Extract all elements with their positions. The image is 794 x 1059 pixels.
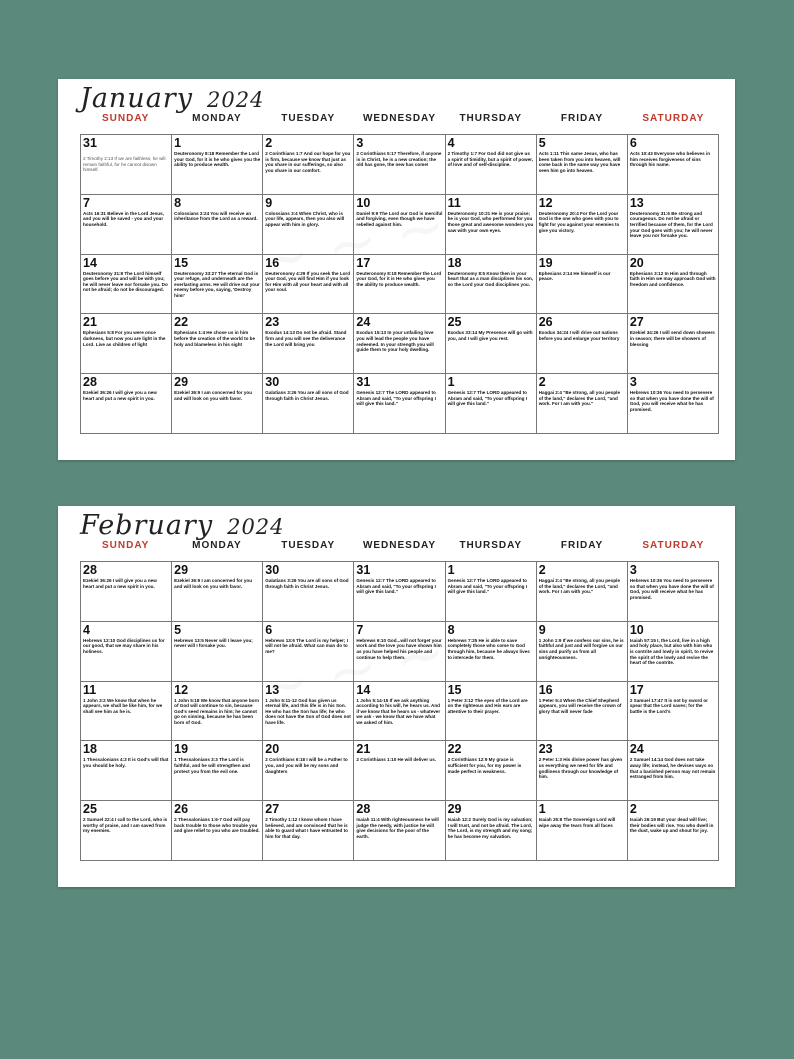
day-number: 3	[629, 563, 637, 577]
day-cell	[172, 195, 263, 255]
day-verse: Isaiah 57:15 I, the Lord, live in a high and holy place, but also with him who is contrite and lowly in spirit, to revive the spirit of the lowly and revive the heart of the contrite.	[629, 637, 714, 666]
day-cell	[81, 741, 172, 801]
day-cell	[354, 255, 445, 315]
day-verse: Ezekiel 36:26 I will give you a new heart and put a new spirit in you.	[83, 390, 157, 401]
weekday-label: WEDNESDAY	[362, 540, 437, 551]
day-number: 23	[538, 742, 553, 757]
day-verse: Galatians 3:26 You are all sons of God through faith in Christ Jesus.	[265, 390, 349, 401]
day-number: 2	[629, 802, 637, 817]
day-cell	[172, 801, 263, 861]
day-cell	[172, 562, 263, 622]
day-number: 14	[356, 682, 371, 697]
day-number: 8	[174, 195, 182, 210]
day-cell	[172, 135, 263, 195]
day-number: 5	[174, 622, 182, 637]
day-verse: Acts 1:11 This same Jesus, who has been taken from you into heaven, will come back in the same way you have seen him go into heaven.	[538, 151, 621, 173]
day-verse: 2 Samuel 22:4 I call to the Lord, who is worthy of praise, and I am saved from my enemies.	[83, 817, 168, 834]
day-cell	[446, 682, 537, 742]
day-cell	[81, 195, 172, 255]
weekday-header	[80, 540, 719, 554]
day-verse: Deuteronomy 31:8 The Lord himself goes before you and will be with you; he will never leave nor forsake you. Do not be afraid; do not be discouraged.	[83, 270, 168, 293]
day-number: 6	[265, 622, 273, 637]
day-cell	[537, 374, 628, 434]
day-cell	[354, 562, 445, 622]
weekday-label: MONDAY	[192, 113, 242, 124]
day-number: 18	[83, 742, 97, 757]
day-cell	[263, 255, 354, 315]
day-cell	[172, 622, 263, 682]
day-verse: Hebrews 13:6 The Lord is my helper; I will not be afraid. What can man do to me?	[265, 637, 348, 654]
day-number: 24	[629, 742, 644, 757]
day-number: 28	[356, 802, 371, 817]
day-number: 25	[83, 802, 97, 817]
day-number: 26	[174, 802, 189, 817]
year: 2024	[227, 515, 285, 539]
day-verse: Daniel 9:9 The Lord our God is merciful and forgiving, even though we have rebelled against him.	[356, 210, 443, 227]
day-verse: 1 John 3:2 We know that when he appears, we shall be like him, for we shall see him as he is.	[83, 697, 163, 714]
day-verse: Haggai 2:4 "Be strong, all you people of the land," declares the Lord, "and work. For I am with you."	[538, 390, 621, 407]
day-number: 26	[538, 315, 553, 330]
day-verse: Isaiah 11:4 With righteousness he will judge the needy, with justice he will give decisions for the poor of the earth.	[356, 817, 439, 839]
day-verse: 2 Corinthians 6:18 I will be a Father to you, and you will be my sons and daughters	[265, 757, 348, 774]
day-cell	[263, 314, 354, 374]
day-number: 9	[538, 622, 546, 637]
day-verse: Hebrews 7:25 He is able to save completely those who come to God through him, because he always lives to intercede for them.	[447, 637, 530, 660]
day-number: 16	[265, 255, 280, 270]
day-cell	[446, 314, 537, 374]
calendar-page-february	[58, 506, 735, 887]
weekday-label: SUNDAY	[101, 540, 150, 551]
day-number: 14	[83, 255, 97, 270]
day-verse: Ephesians 1:4 He chose us in him before the creation of the world to be holy and blameless in his sight	[174, 330, 256, 347]
weekday-label: TUESDAY	[281, 113, 336, 124]
day-number: 27	[629, 315, 644, 330]
day-cell	[172, 255, 263, 315]
day-cell	[263, 801, 354, 861]
day-number: 3	[629, 375, 637, 390]
day-cell	[446, 195, 537, 255]
day-cell	[263, 622, 354, 682]
day-number: 4	[447, 136, 455, 150]
day-verse: Ephesians 5:8 For you were once darkness, but now you are light in the Lord. Live as children of light	[83, 330, 166, 347]
day-number: 25	[447, 315, 462, 330]
weekday-label: TUESDAY	[281, 540, 336, 551]
day-verse: Genesis 12:7 The LORD appeared to Abram and said, "To your offspring I will give this land."	[447, 390, 527, 407]
day-cell	[263, 562, 354, 622]
day-cell	[81, 682, 172, 742]
day-number: 13	[629, 195, 644, 210]
day-cell	[446, 562, 537, 622]
weekday-label: SATURDAY	[642, 540, 705, 551]
day-number: 29	[174, 563, 189, 577]
day-number: 29	[174, 375, 189, 390]
day-cell	[628, 622, 719, 682]
day-cell	[172, 741, 263, 801]
day-cell	[81, 374, 172, 434]
day-cell	[628, 562, 719, 622]
day-number: 1	[174, 136, 182, 150]
day-number: 28	[83, 563, 97, 577]
day-cell	[628, 801, 719, 861]
day-verse: 2 Timothy 1:12 I know whom I have believed, and am convinced that he is able to guard what I have entrusted to him for that day.	[265, 817, 348, 839]
day-number: 18	[447, 255, 462, 270]
day-cell	[628, 374, 719, 434]
day-verse: 2 Thessalonians 1:6-7 God will pay back trouble to those who trouble you and give relief to you who are troubled.	[174, 817, 260, 834]
day-cell	[446, 374, 537, 434]
day-cell	[263, 682, 354, 742]
day-number: 22	[174, 315, 189, 330]
day-number: 2	[265, 136, 273, 150]
calendar-grid	[80, 134, 719, 434]
day-verse: Deuteronomy 33:27 The eternal God is your refuge, and underneath are the everlasting arms. He will drive out your enemy before you, saying, 'Destroy him!'	[174, 270, 260, 298]
day-verse: Isaiah 12:2 Surely God is my salvation; I will trust, and not be afraid. The Lord, The Lord, is my strength and my song; he has become my salvation.	[447, 817, 533, 839]
day-verse: Ephesians 3:12 In Him and through faith in Him we may approach God with freedom and confidence.	[629, 270, 716, 287]
day-number: 12	[538, 195, 553, 210]
day-verse: 1 John 5:14-15 If we ask anything according to his will, he hears us. And if we know that he hears us - whatever we ask - we know that we have what we asked of him.	[356, 697, 441, 725]
day-number: 8	[447, 622, 455, 637]
day-number: 24	[356, 315, 371, 330]
day-number: 30	[265, 563, 280, 577]
month-name: January	[80, 83, 193, 114]
day-cell	[628, 255, 719, 315]
weekday-label: SATURDAY	[642, 113, 705, 124]
weekday-label: FRIDAY	[560, 540, 604, 551]
day-verse: Deuteronomy 8:18 Remember the Lord your God, for it is he who gives you the ability to produce wealth.	[174, 151, 261, 168]
day-number: 5	[538, 136, 546, 150]
day-number: 3	[356, 136, 364, 150]
day-cell	[628, 314, 719, 374]
day-cell	[446, 801, 537, 861]
day-cell	[81, 801, 172, 861]
day-verse: 2 Timothy 1:7 For God did not give us a spirit of timidity, but a spirit of power, of love and of self-discipline.	[447, 151, 533, 168]
day-verse: 1 Thessalonians 4:3 It is God's will that you should be holy.	[83, 757, 169, 768]
day-verse: Ezekiel 34:26 I will send down showers in season; there will be showers of blessing	[629, 330, 715, 347]
day-number: 20	[265, 742, 280, 757]
day-verse: 1 John 1:9 If we confess our sins, he is faithful and just and will forgive us our sins and purify us from all unrighteousness.	[538, 637, 624, 660]
day-cell	[263, 741, 354, 801]
day-number: 11	[447, 195, 461, 210]
day-cell	[537, 741, 628, 801]
day-number: 29	[447, 802, 462, 817]
day-number: 28	[83, 375, 97, 390]
day-cell	[537, 135, 628, 195]
day-number: 10	[356, 195, 371, 210]
day-number: 21	[83, 315, 97, 330]
weekday-label: WEDNESDAY	[362, 113, 437, 124]
day-number: 19	[538, 255, 553, 270]
calendar-grid	[80, 561, 719, 861]
day-cell	[354, 374, 445, 434]
day-number: 31	[356, 375, 371, 390]
day-verse: Hebrews 10:36 You need to persevere so that when you have done the will of God, you will receive what he has promised.	[629, 390, 714, 412]
day-cell	[537, 195, 628, 255]
day-cell	[628, 682, 719, 742]
day-number: 12	[174, 682, 189, 697]
day-cell	[81, 255, 172, 315]
day-cell	[628, 135, 719, 195]
day-verse: 2 Peter 1:3 His divine power has given us everything we need for life and godliness through our knowledge of him.	[538, 757, 623, 780]
day-number: 31	[356, 563, 371, 577]
day-cell	[354, 801, 445, 861]
day-cell	[537, 255, 628, 315]
calendar-title	[80, 510, 285, 544]
day-number: 15	[447, 682, 462, 697]
day-number: 22	[447, 742, 462, 757]
day-verse: Isaiah 26:19 But your dead will live; their bodies will rise. You who dwell in the dust, wake up and shout for joy.	[629, 817, 714, 834]
day-number: 1	[447, 375, 455, 390]
day-cell	[446, 741, 537, 801]
day-cell	[81, 314, 172, 374]
day-verse: Colossians 3:4 When Christ, who is your life, appears, then you also will appear with him in glory.	[265, 210, 345, 227]
day-number: 1	[447, 563, 455, 577]
day-cell	[354, 195, 445, 255]
day-verse: 2 Corinthians 1:7 And our hope for you is firm, because we know that just as you share in our sufferings, so also you share in our comfort.	[265, 151, 351, 173]
day-cell	[537, 622, 628, 682]
day-verse: Ezekiel 36:9 I am concerned for you and will look on you with favor.	[174, 390, 253, 401]
day-verse: Deuteronomy 10:21 He is your praise; he is your God, who performed for you those great and awesome wonders you saw with your own eyes.	[447, 210, 534, 233]
day-cell	[81, 622, 172, 682]
day-verse: 1 Peter 3:12 The eyes of the Lord are on the righteous and His ears are attentive to their prayer.	[447, 697, 528, 714]
day-cell	[354, 741, 445, 801]
weekday-label: FRIDAY	[560, 113, 604, 124]
day-number: 21	[356, 742, 371, 757]
day-cell	[537, 682, 628, 742]
day-verse: Hebrews 10:36 You need to persevere so that when you have done the will of God, you will receive what he has promised.	[629, 578, 714, 600]
calendar-title	[80, 83, 264, 117]
day-verse: Ezekiel 36:26 I will give you a new heart and put a new spirit in you.	[83, 578, 157, 589]
day-cell	[354, 682, 445, 742]
day-cell	[537, 562, 628, 622]
day-cell	[81, 562, 172, 622]
day-cell	[354, 314, 445, 374]
day-verse: 1 John 5:18 We know that anyone born of God will continue to sin, because God's seed remains in him; he cannot go on sinning, because he has been born of God.	[174, 697, 260, 725]
day-verse: Deuteronomy 31:6 Be strong and courageous. Do not be afraid or terrified because of them, for the Lord your God goes with you; he will never leave you nor forsake you.	[629, 210, 713, 239]
day-number: 15	[174, 255, 189, 270]
day-number: 2	[538, 563, 546, 577]
day-verse: Hebrews 13:5 Never will I leave you; never will I forsake you.	[174, 637, 253, 649]
day-number: 20	[629, 255, 644, 270]
day-verse: 2 Samuel 14:14 God does not take away life; instead, he devises ways so that a banished person may not remain estranged from him.	[629, 757, 716, 780]
weekday-label: MONDAY	[192, 540, 242, 551]
day-verse: Hebrews 6:10 God...will not forget your work and the love you have shown him as you have helped his people and continue to help them.	[356, 637, 442, 660]
day-verse: Deuteronomy 8:5 Know then in your heart that as a man disciplines his son, so the Lord your God disciplines you.	[447, 270, 534, 287]
day-number: 19	[174, 742, 189, 757]
day-number: 30	[265, 375, 280, 390]
weekday-label: SUNDAY	[101, 113, 150, 124]
day-verse: Genesis 12:7 The LORD appeared to Abram and said, "To your offspring I will give this land."	[356, 390, 436, 407]
day-cell	[263, 135, 354, 195]
day-number: 7	[83, 195, 90, 210]
day-number: 7	[356, 622, 364, 637]
day-verse: Isaiah 25:8 The Sovereign Lord will wipe away the tears from all faces	[538, 817, 616, 828]
day-verse: Exodus 14:13 Do not be afraid. Stand firm and you will see the deliverance the Lord will bring you	[265, 330, 347, 347]
day-cell	[354, 622, 445, 682]
day-number: 16	[538, 682, 553, 697]
month-name: February	[80, 510, 214, 541]
day-verse: Deuteronomy 20:4 For the Lord your God is the one who goes with you to fight for you against your enemies to give you victory.	[538, 210, 620, 233]
day-cell	[172, 314, 263, 374]
day-verse: Acts 10:43 Everyone who believes in him receives forgiveness of sins through his name.	[629, 151, 711, 168]
day-verse: Galatians 3:26 You are all sons of God through faith in Christ Jesus.	[265, 578, 349, 589]
day-number: 11	[83, 682, 97, 697]
day-number: 1	[538, 802, 546, 817]
day-verse: 1 John 5:11-12 God has given us eternal life, and this life is in his Son. He who has the Son has life; he who does not have the Son of God does not have life.	[265, 697, 351, 725]
day-number: 13	[265, 682, 280, 697]
day-number: 9	[265, 195, 273, 210]
day-cell	[628, 741, 719, 801]
year: 2024	[206, 88, 265, 112]
day-number: 23	[265, 315, 280, 330]
day-verse: 2 Timothy 2:13 If we are faithless, he will remain faithful, for he cannot disown himself.	[83, 156, 166, 173]
day-cell	[628, 195, 719, 255]
day-verse: Haggai 2:4 "Be strong, all you people of the land," declares the Lord, "and work. For I am with you."	[538, 578, 621, 595]
day-number: 31	[83, 136, 97, 150]
day-cell	[446, 622, 537, 682]
weekday-label: THURSDAY	[459, 540, 523, 551]
day-number: 6	[629, 136, 637, 150]
day-cell	[537, 801, 628, 861]
day-verse: Deuteronomy 8:18 Remember the Lord your God, for it is He who gives you the ability to produce wealth.	[356, 270, 442, 287]
day-number: 17	[356, 255, 371, 270]
day-cell	[263, 374, 354, 434]
day-verse: Exodus 33:14 My Presence will go with you, and I will give you rest.	[447, 330, 533, 341]
day-number: 17	[629, 682, 644, 697]
day-verse: Acts 16:31 Believe in the Lord Jesus, and you will be saved - you and your household.	[83, 210, 164, 227]
day-verse: 1 Peter 5:4 When the Chief Shepherd appears, you will receive the crown of glory that will never fade	[538, 697, 622, 714]
day-cell	[263, 195, 354, 255]
day-verse: Hebrews 12:10 God disciplines us for our good, that we may share in his holiness.	[83, 637, 165, 654]
day-verse: 2 Samuel 17:47 It is not by sword or spear that the Lord saves; for the battle is the Lord's	[629, 697, 708, 714]
day-verse: Colossians 3:24 You will receive an inheritance from the Lord as a reward.	[174, 210, 258, 222]
day-verse: Genesis 12:7 The LORD appeared to Abram and said, "To your offspring I will give this land."	[356, 578, 436, 595]
calendar-page-january	[58, 79, 735, 460]
day-verse: Ephesians 2:14 He himself is our peace.	[538, 270, 611, 282]
day-cell	[537, 314, 628, 374]
day-verse: 2 Corinthians 5:17 Therefore, if anyone is in Christ, he is a new creation; the old has gone, the new has come!	[356, 151, 442, 168]
day-cell	[172, 374, 263, 434]
day-verse: 1 Thessalonians 3:3 The Lord is faithful, and he will strengthen and protect you from the evil one.	[174, 757, 250, 774]
day-verse: Genesis 12:7 The LORD appeared to Abram and said, "To your offspring I will give this land."	[447, 578, 527, 595]
day-cell	[446, 135, 537, 195]
weekday-header	[80, 113, 719, 127]
day-verse: Exodus 15:13 In your unfailing love you will lead the people you have redeemed. In your strength you will guide them to your holy dwelling.	[356, 330, 434, 353]
day-verse: Deuteronomy 4:29 If you seek the Lord your God, you will find Him if you look for Him with all your heart and with all your soul.	[265, 270, 351, 293]
day-cell	[354, 135, 445, 195]
day-cell	[446, 255, 537, 315]
day-number: 4	[83, 622, 90, 637]
weekday-label: THURSDAY	[459, 113, 523, 124]
day-verse: Ezekiel 36:9 I am concerned for you and will look on you with favor.	[174, 578, 253, 589]
day-cell	[172, 682, 263, 742]
day-number: 27	[265, 802, 280, 817]
day-verse: Exodus 34:24 I will drive out nations before you and enlarge your territory	[538, 330, 620, 341]
day-number: 10	[629, 622, 644, 637]
day-verse: 2 Corinthians 12:9 My grace is sufficient for you, for my power is made perfect in weakness.	[447, 757, 522, 774]
day-number: 2	[538, 375, 546, 390]
day-verse: 2 Corinthians 1:10 He will deliver us.	[356, 757, 437, 763]
day-cell	[81, 135, 172, 195]
